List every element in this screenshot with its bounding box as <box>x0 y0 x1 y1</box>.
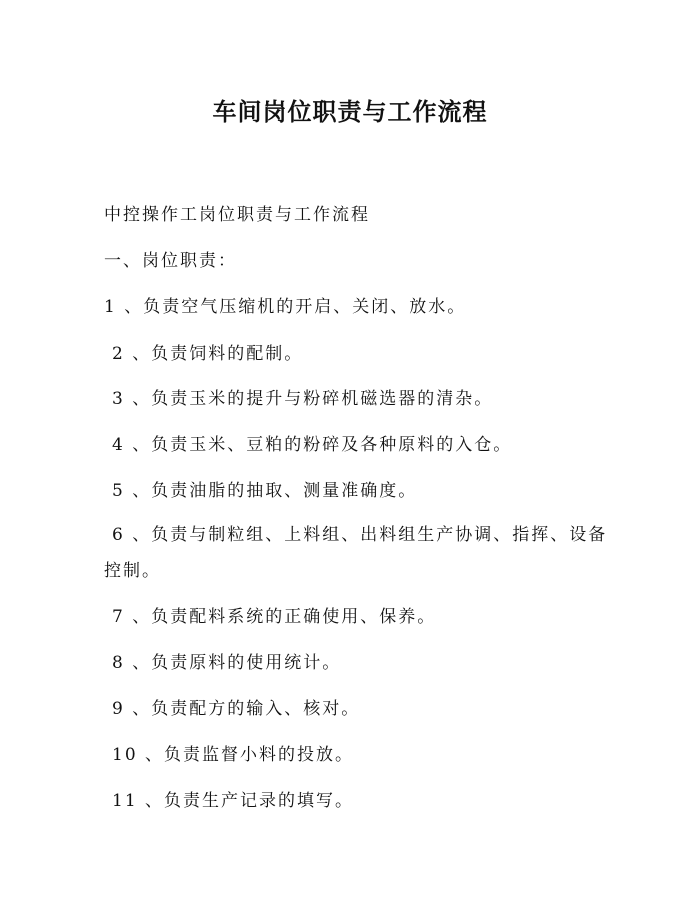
duty-item-11: 11 、负责生产记录的填写。 <box>112 791 355 811</box>
duty-item-6: 6 、负责与制粒组、上料组、出料组生产协调、指挥、设备 <box>112 525 608 545</box>
duty-item-10: 10 、负责监督小料的投放。 <box>112 745 355 765</box>
duty-item-8: 8 、负责原料的使用统计。 <box>112 653 342 673</box>
duty-item-1: 1 、负责空气压缩机的开启、关闭、放水。 <box>104 297 467 317</box>
duty-item-9: 9 、负责配方的输入、核对。 <box>112 699 361 719</box>
duty-item-5: 5 、负责油脂的抽取、测量准确度。 <box>112 481 418 501</box>
duty-item-6-continuation: 控制。 <box>104 561 161 581</box>
duty-item-2: 2 、负责饲料的配制。 <box>112 344 304 364</box>
section-heading: 一、岗位职责： <box>104 251 237 271</box>
duty-item-4: 4 、负责玉米、豆粕的粉碎及各种原料的入仓。 <box>112 435 513 455</box>
document-title: 车间岗位职责与工作流程 <box>212 98 488 126</box>
duty-item-7: 7 、负责配料系统的正确使用、保养。 <box>112 607 437 627</box>
document-subtitle: 中控操作工岗位职责与工作流程 <box>104 205 370 225</box>
duty-item-3: 3 、负责玉米的提升与粉碎机磁选器的清杂。 <box>112 389 494 409</box>
